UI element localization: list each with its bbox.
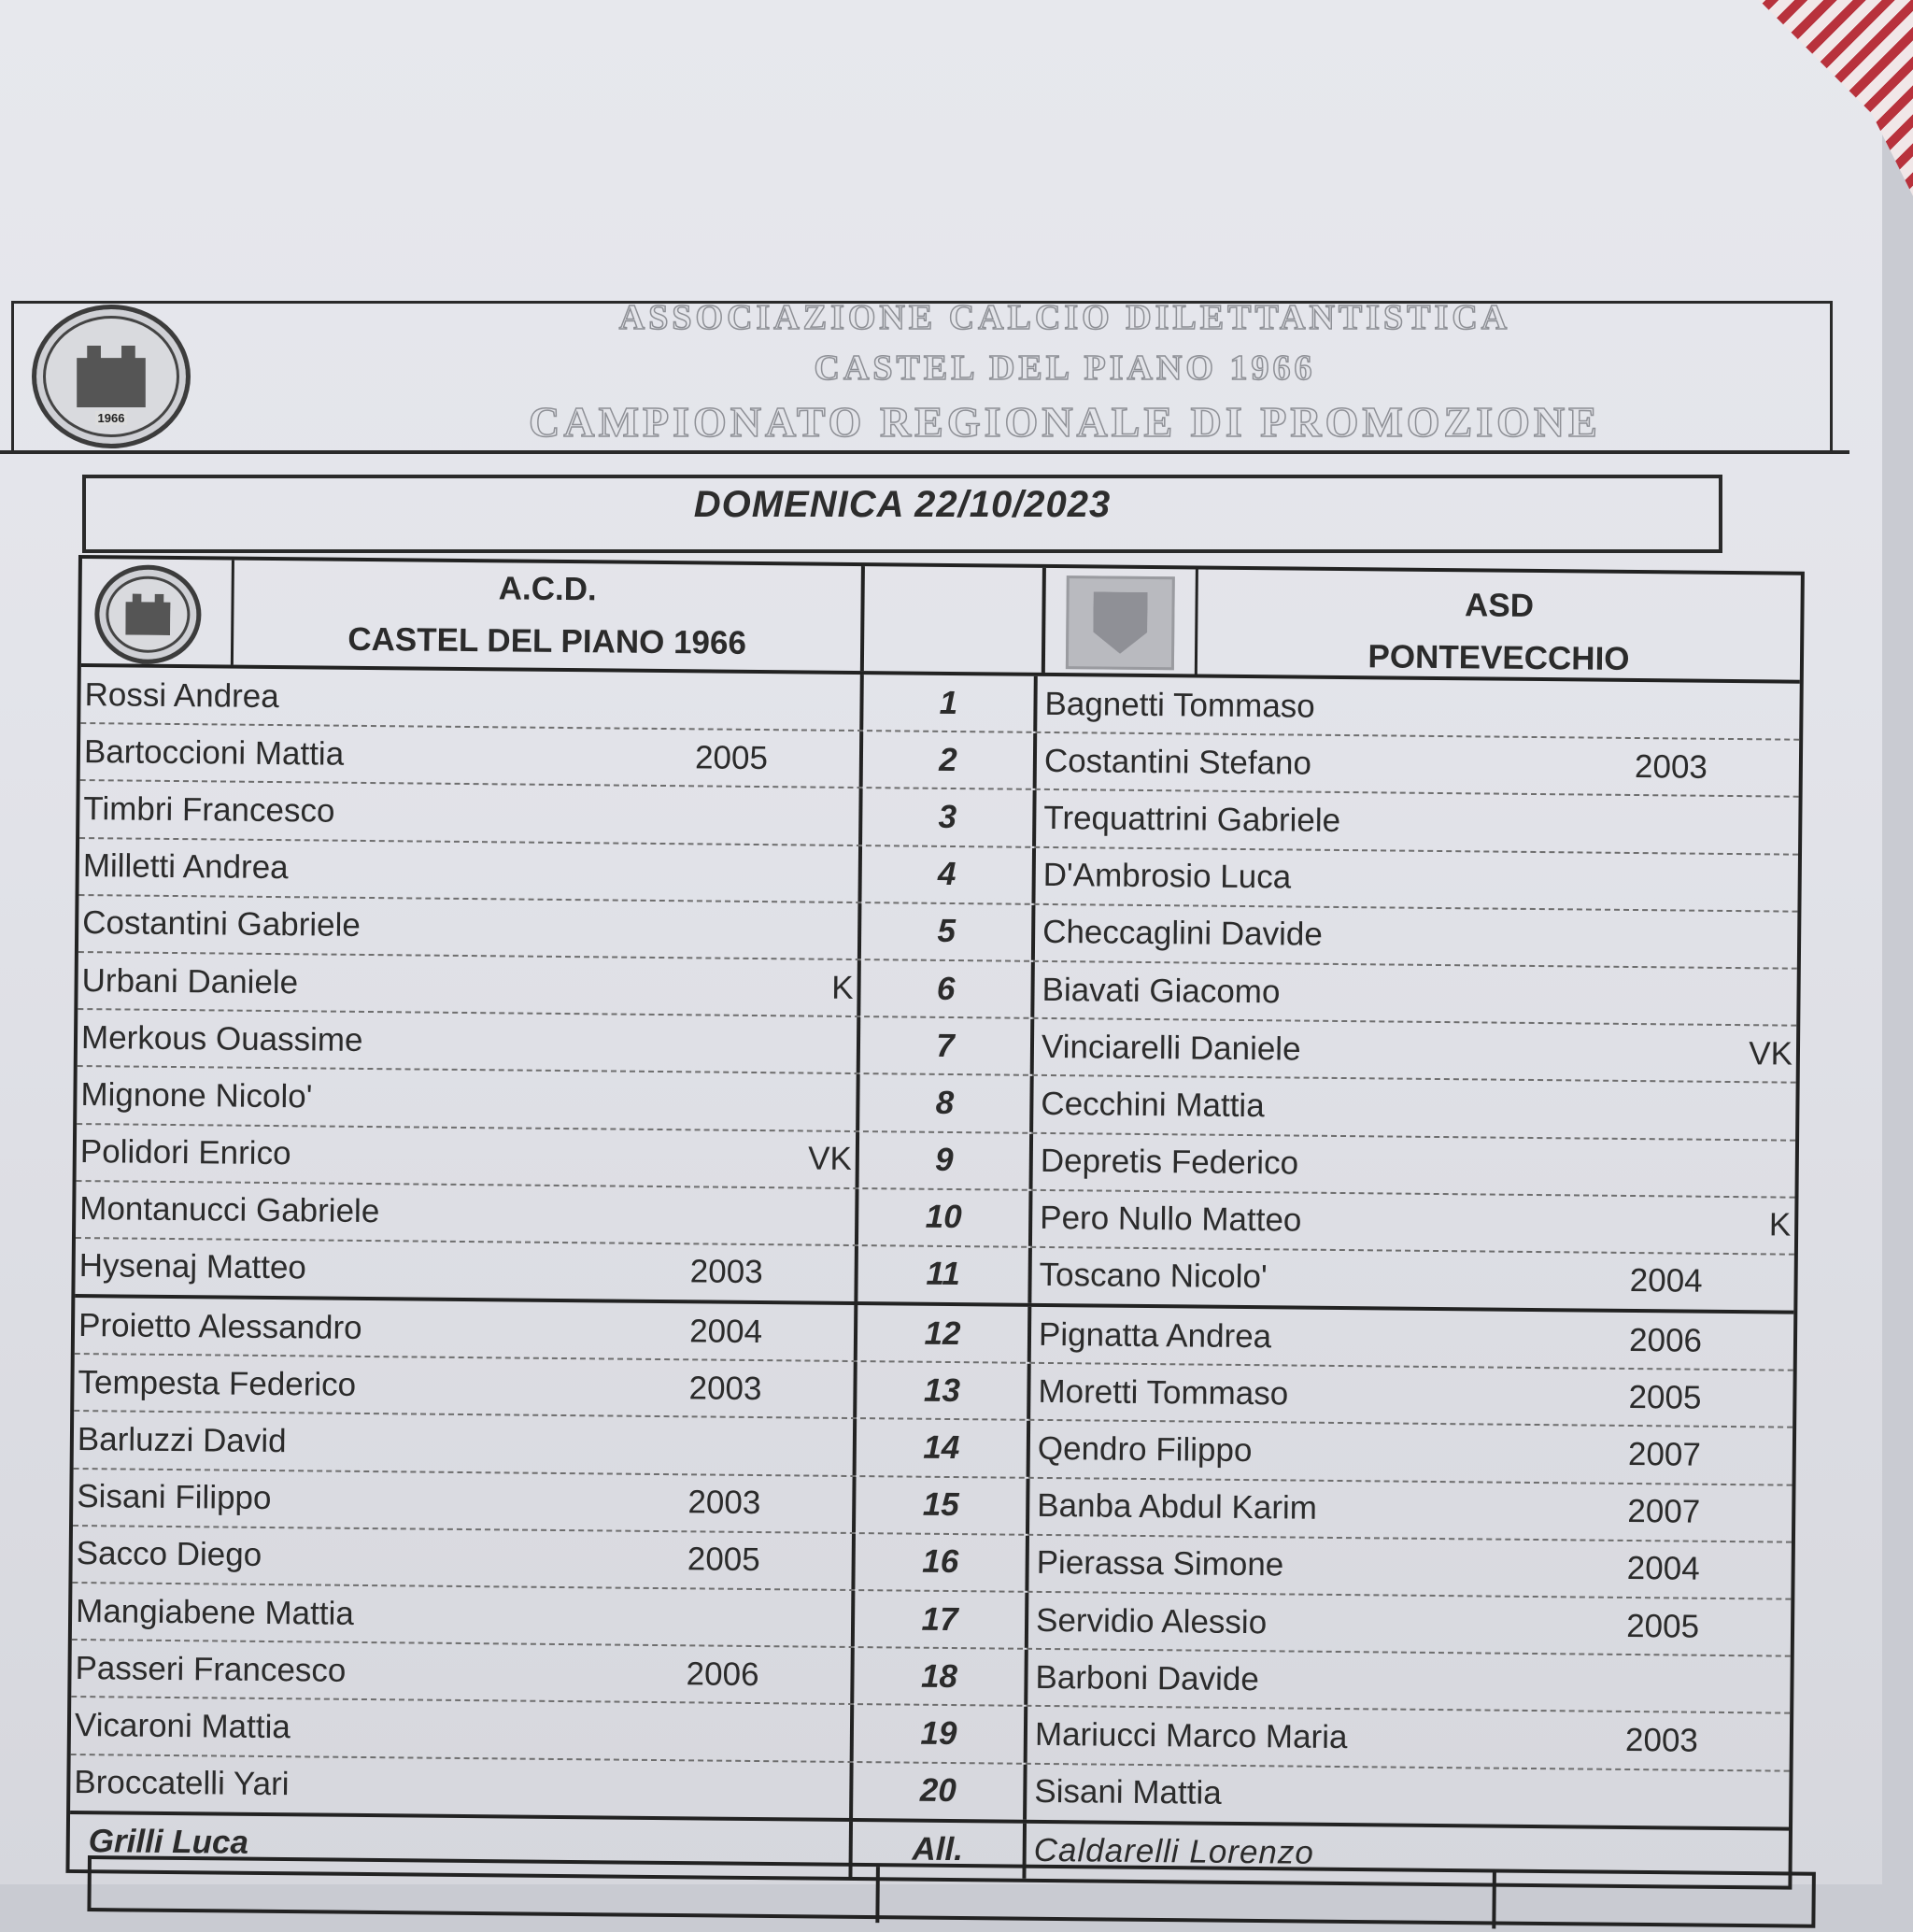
away-player-name: Servidio Alessio bbox=[1035, 1601, 1268, 1641]
home-player-captain-tag bbox=[787, 1044, 857, 1045]
away-player-captain-tag bbox=[1730, 711, 1799, 712]
away-player-cell bbox=[1030, 1421, 1793, 1484]
home-player-cell bbox=[78, 1010, 857, 1073]
home-player-captain-tag bbox=[783, 1504, 852, 1505]
home-team-header bbox=[81, 559, 861, 671]
away-player-captain-tag bbox=[1721, 1741, 1790, 1742]
away-player-name: Trequattrini Gabriele bbox=[1043, 799, 1341, 839]
away-player-cell bbox=[1028, 1593, 1792, 1655]
away-player-captain-tag bbox=[1721, 1684, 1790, 1685]
team-header-row bbox=[81, 559, 1801, 684]
home-player-cell bbox=[79, 781, 859, 844]
home-player-captain-tag bbox=[786, 1216, 855, 1217]
home-player-name: Proietto Alessandro bbox=[78, 1306, 362, 1346]
away-player-cell bbox=[1034, 1019, 1797, 1082]
officials-divider bbox=[1492, 1872, 1496, 1928]
away-player-cell bbox=[1032, 1191, 1795, 1254]
home-player-cell bbox=[74, 1412, 854, 1474]
away-club-logo bbox=[1066, 575, 1175, 670]
away-player-year bbox=[1573, 1166, 1726, 1168]
shirt-number: 3 bbox=[858, 788, 1037, 845]
tower-icon bbox=[125, 593, 170, 635]
home-player-captain-tag bbox=[785, 1332, 854, 1333]
home-player-year bbox=[632, 1215, 786, 1216]
away-player-year bbox=[1574, 1052, 1727, 1054]
home-player-captain-tag bbox=[790, 759, 859, 760]
home-player-name: Timbri Francesco bbox=[83, 790, 335, 830]
away-player-cell bbox=[1035, 847, 1798, 910]
away-player-name: Pignatta Andrea bbox=[1038, 1315, 1272, 1355]
away-team-club: PONTEVECCHIO bbox=[1367, 638, 1630, 677]
home-team-club: CASTEL DEL PIANO 1966 bbox=[347, 620, 747, 661]
away-player-year: 2004 bbox=[1629, 1262, 1703, 1300]
home-player-name: Milletti Andrea bbox=[82, 847, 289, 887]
home-player-cell bbox=[80, 724, 860, 787]
away-player-cell bbox=[1027, 1650, 1791, 1712]
away-player-name: Vinciarelli Daniele bbox=[1041, 1028, 1301, 1068]
match-date: DOMENICA 22/10/2023 bbox=[693, 484, 1112, 525]
shirt-number: 9 bbox=[856, 1132, 1034, 1189]
header-line-association: ASSOCIAZIONE CALCIO DILETTANTISTICA bbox=[618, 298, 1511, 337]
home-player-captain-tag: VK bbox=[807, 1140, 853, 1178]
home-player-year bbox=[636, 872, 789, 874]
home-coach: Grilli Luca bbox=[88, 1823, 249, 1862]
home-player-captain-tag bbox=[791, 702, 860, 703]
home-player-year: 2003 bbox=[687, 1484, 761, 1522]
home-team-name bbox=[234, 561, 861, 671]
number-column-header bbox=[860, 566, 1046, 673]
home-player-name: Sisani Filippo bbox=[77, 1478, 272, 1517]
away-team-logo-cell bbox=[1045, 568, 1198, 675]
away-player-name: Costantini Stefano bbox=[1043, 742, 1312, 782]
home-player-captain-tag bbox=[780, 1789, 849, 1790]
away-player-year: 2003 bbox=[1634, 747, 1708, 786]
club-seal-logo bbox=[32, 305, 191, 448]
header-line-club: CASTEL DEL PIANO 1966 bbox=[814, 348, 1316, 388]
home-player-cell bbox=[75, 1239, 855, 1301]
home-player-captain-tag bbox=[789, 816, 858, 817]
away-player-name: Sisani Mattia bbox=[1034, 1773, 1222, 1811]
away-player-captain-tag bbox=[1729, 825, 1798, 826]
away-player-cell bbox=[1031, 1248, 1794, 1311]
home-player-captain-tag bbox=[782, 1675, 851, 1676]
home-player-cell bbox=[71, 1641, 851, 1703]
away-player-name: Pero Nullo Matteo bbox=[1040, 1200, 1302, 1239]
away-player-cell bbox=[1031, 1307, 1794, 1370]
away-player-cell bbox=[1034, 962, 1797, 1025]
away-player-year: 2005 bbox=[1628, 1378, 1702, 1416]
away-player-year bbox=[1575, 938, 1728, 940]
home-player-name: Broccatelli Yari bbox=[74, 1764, 290, 1803]
home-player-captain-tag: K bbox=[831, 969, 854, 1006]
home-player-cell bbox=[71, 1698, 851, 1760]
away-player-year: 2007 bbox=[1627, 1436, 1702, 1473]
away-player-year bbox=[1576, 881, 1729, 883]
away-coach: Caldarelli Lorenzo bbox=[1033, 1832, 1315, 1872]
shirt-number: 20 bbox=[849, 1763, 1027, 1820]
home-player-cell bbox=[77, 1125, 857, 1187]
home-player-cell bbox=[72, 1527, 852, 1589]
home-player-cell bbox=[75, 1298, 855, 1360]
away-player-captain-tag: K bbox=[1768, 1206, 1792, 1243]
home-player-captain-tag bbox=[782, 1618, 851, 1619]
shirt-number: 2 bbox=[859, 732, 1038, 788]
home-player-year bbox=[633, 1101, 786, 1102]
home-player-captain-tag bbox=[786, 1101, 856, 1102]
away-player-cell bbox=[1028, 1536, 1792, 1598]
away-player-captain-tag bbox=[1725, 1282, 1794, 1283]
away-player-name: Checcaglini Davide bbox=[1042, 914, 1323, 954]
home-player-year bbox=[635, 929, 788, 930]
away-player-cell bbox=[1030, 1364, 1793, 1427]
away-player-name: Qendro Filippo bbox=[1037, 1429, 1253, 1470]
shirt-number: 19 bbox=[850, 1705, 1028, 1762]
shirt-number: 14 bbox=[853, 1419, 1031, 1476]
away-player-captain-tag bbox=[1729, 882, 1798, 883]
away-player-captain-tag bbox=[1726, 1168, 1795, 1169]
away-player-captain-tag bbox=[1728, 939, 1797, 940]
shirt-number: 16 bbox=[851, 1534, 1029, 1591]
home-player-name: Merkous Ouassime bbox=[80, 1018, 363, 1058]
home-player-cell bbox=[76, 1182, 856, 1244]
home-player-name: Montanucci Gabriele bbox=[79, 1190, 380, 1230]
home-player-name: Costantini Gabriele bbox=[82, 904, 361, 945]
home-player-cell bbox=[80, 667, 860, 730]
away-player-name: Biavati Giacomo bbox=[1042, 971, 1281, 1010]
away-player-name: Toscano Nicolo' bbox=[1039, 1257, 1268, 1296]
away-player-captain-tag bbox=[1730, 768, 1799, 769]
away-player-name: Moretti Tommaso bbox=[1038, 1372, 1289, 1413]
coach-label: All. bbox=[848, 1822, 1027, 1879]
away-player-name: Bagnetti Tommaso bbox=[1044, 685, 1315, 725]
away-player-year bbox=[1567, 1683, 1721, 1684]
home-player-year: 2005 bbox=[687, 1541, 760, 1579]
shirt-number: 18 bbox=[850, 1648, 1028, 1705]
header-divider bbox=[0, 450, 1849, 454]
shirt-number: 4 bbox=[857, 846, 1036, 903]
home-player-cell bbox=[70, 1755, 850, 1818]
home-player-year: 2003 bbox=[688, 1370, 762, 1407]
away-player-captain-tag: VK bbox=[1749, 1034, 1793, 1073]
home-player-year bbox=[628, 1731, 781, 1733]
home-player-year bbox=[633, 1158, 786, 1159]
home-player-cell bbox=[72, 1584, 852, 1646]
home-player-year bbox=[636, 815, 789, 817]
shield-icon bbox=[1093, 591, 1148, 654]
home-player-name: Hysenaj Matteo bbox=[78, 1247, 307, 1286]
away-player-year: 2006 bbox=[1628, 1321, 1703, 1359]
home-player-captain-tag bbox=[784, 1389, 853, 1390]
home-player-name: Barluzzi David bbox=[77, 1421, 287, 1460]
lineup-table bbox=[65, 555, 1804, 1890]
tower-icon bbox=[77, 346, 146, 407]
away-team-header bbox=[1045, 568, 1801, 680]
officials-divider bbox=[875, 1867, 880, 1923]
shirt-number: 13 bbox=[853, 1362, 1031, 1419]
home-player-captain-tag bbox=[789, 873, 858, 874]
home-player-captain-tag bbox=[788, 930, 857, 931]
seal-year: 1966 bbox=[95, 411, 128, 425]
shirt-number: 6 bbox=[857, 960, 1035, 1017]
home-player-name: Passeri Francesco bbox=[75, 1649, 347, 1689]
away-player-name: Mariucci Marco Maria bbox=[1034, 1715, 1348, 1756]
home-player-captain-tag bbox=[783, 1561, 852, 1562]
away-player-cell bbox=[1033, 1133, 1796, 1196]
shirt-number: 7 bbox=[857, 1017, 1035, 1074]
home-club-logo bbox=[94, 564, 202, 664]
shirt-number: 1 bbox=[859, 675, 1038, 732]
home-player-cell bbox=[74, 1355, 854, 1417]
home-player-name: Tempesta Federico bbox=[78, 1363, 357, 1403]
home-team-logo-cell bbox=[81, 559, 234, 665]
away-player-cell bbox=[1036, 790, 1799, 853]
shirt-number: 8 bbox=[856, 1074, 1034, 1131]
away-player-year bbox=[1566, 1797, 1720, 1799]
shirt-number: 10 bbox=[855, 1189, 1033, 1246]
away-player-cell bbox=[1027, 1707, 1791, 1769]
home-player-year: 2004 bbox=[688, 1312, 763, 1350]
away-player-captain-tag bbox=[1720, 1798, 1789, 1799]
away-team-name bbox=[1197, 570, 1801, 680]
away-player-cell bbox=[1027, 1764, 1790, 1826]
home-player-cell bbox=[78, 896, 858, 959]
match-date-box bbox=[82, 475, 1722, 553]
home-player-name: Polidori Enrico bbox=[79, 1133, 291, 1172]
shirt-number: 11 bbox=[854, 1246, 1032, 1303]
home-player-year bbox=[634, 1043, 787, 1044]
away-player-name: Cecchini Mattia bbox=[1041, 1085, 1265, 1125]
home-player-year bbox=[629, 1616, 782, 1618]
home-player-year bbox=[635, 986, 788, 987]
home-player-name: Mangiabene Mattia bbox=[75, 1592, 355, 1632]
home-team-prefix: A.C.D. bbox=[498, 570, 597, 608]
home-player-year: 2003 bbox=[689, 1253, 763, 1291]
away-player-year bbox=[1573, 1109, 1726, 1111]
home-player-cell bbox=[73, 1470, 853, 1532]
away-player-name: Banba Abdul Karim bbox=[1037, 1487, 1318, 1527]
home-player-name: Sacco Diego bbox=[76, 1535, 262, 1574]
home-player-name: Vicaroni Mattia bbox=[74, 1706, 291, 1746]
home-player-name: Bartoccioni Mattia bbox=[83, 732, 345, 773]
shirt-number: 15 bbox=[852, 1477, 1030, 1534]
away-player-name: Barboni Davide bbox=[1035, 1658, 1260, 1698]
home-player-name: Urbani Daniele bbox=[81, 961, 299, 1001]
home-player-year bbox=[631, 1445, 784, 1447]
away-player-year bbox=[1575, 995, 1728, 997]
away-player-captain-tag bbox=[1728, 997, 1797, 998]
away-player-name: D'Ambrosio Luca bbox=[1042, 857, 1292, 896]
header-line-championship: CAMPIONATO REGIONALE DI PROMOZIONE bbox=[529, 398, 1601, 446]
away-player-cell bbox=[1037, 733, 1800, 796]
home-player-cell bbox=[79, 839, 859, 902]
shirt-number: 17 bbox=[851, 1591, 1029, 1648]
away-player-year bbox=[1577, 709, 1730, 711]
away-team-prefix: ASD bbox=[1464, 587, 1535, 624]
away-player-name: Depretis Federico bbox=[1040, 1143, 1299, 1182]
home-player-cell bbox=[77, 1067, 857, 1129]
home-player-name: Rossi Andrea bbox=[84, 675, 279, 715]
away-player-captain-tag bbox=[1722, 1627, 1791, 1628]
home-player-year: 2005 bbox=[694, 739, 769, 776]
player-rows bbox=[70, 667, 1800, 1830]
away-player-year: 2003 bbox=[1624, 1721, 1699, 1759]
home-player-year bbox=[638, 700, 791, 702]
home-player-captain-tag bbox=[784, 1446, 853, 1447]
shirt-number: 5 bbox=[857, 903, 1036, 960]
home-player-captain-tag bbox=[786, 1273, 855, 1274]
away-player-name: Pierassa Simone bbox=[1036, 1544, 1284, 1584]
home-player-year bbox=[627, 1788, 780, 1790]
away-player-year: 2005 bbox=[1626, 1607, 1700, 1645]
away-player-year: 2007 bbox=[1627, 1493, 1701, 1530]
home-player-cell bbox=[78, 953, 857, 1016]
away-player-year bbox=[1572, 1224, 1725, 1226]
away-player-cell bbox=[1037, 676, 1800, 739]
away-player-cell bbox=[1029, 1478, 1793, 1541]
away-player-cell bbox=[1033, 1076, 1796, 1139]
home-player-year: 2006 bbox=[686, 1655, 759, 1693]
away-player-captain-tag bbox=[1726, 1111, 1795, 1112]
away-player-year: 2004 bbox=[1626, 1550, 1700, 1588]
home-player-captain-tag bbox=[781, 1732, 850, 1733]
shirt-number: 12 bbox=[854, 1305, 1032, 1362]
away-player-cell bbox=[1035, 905, 1798, 968]
home-player-name: Mignone Nicolo' bbox=[80, 1075, 313, 1115]
away-player-year bbox=[1576, 823, 1729, 825]
